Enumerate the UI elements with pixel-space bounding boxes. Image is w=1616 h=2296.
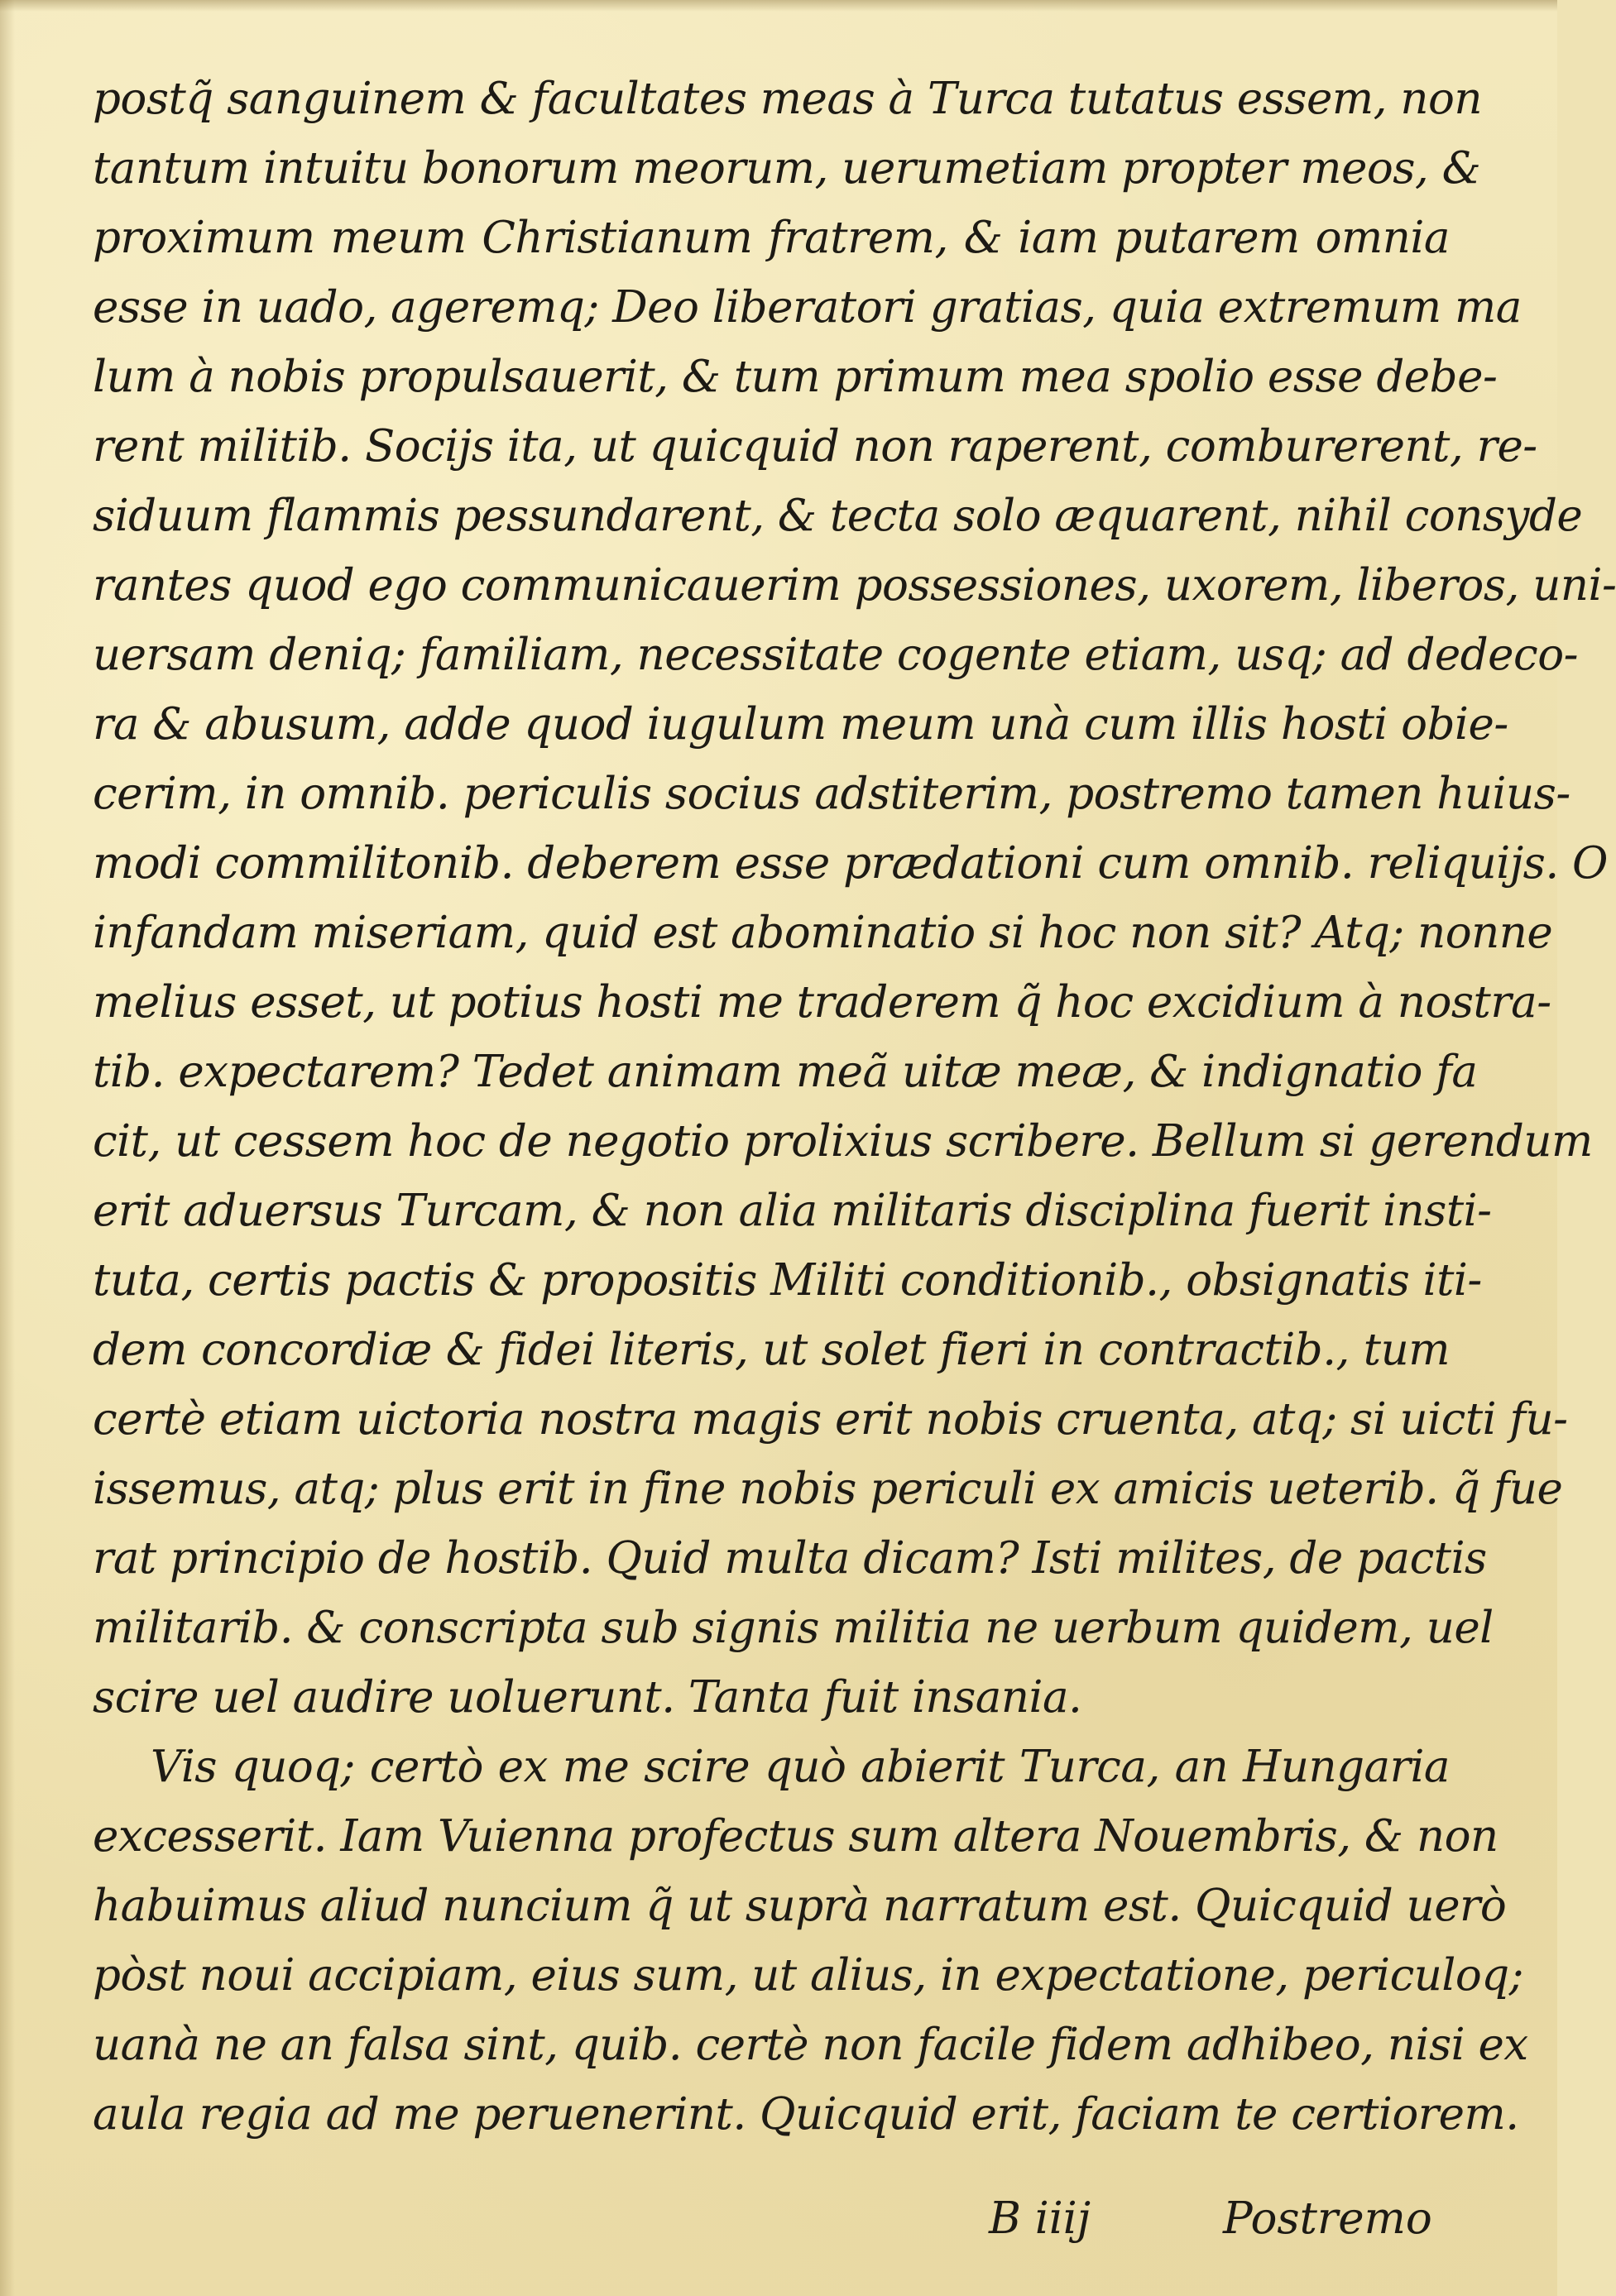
text-line: proximum meum Christianum fratrem, & iam putarem omnia bbox=[93, 213, 1450, 263]
page-edge-shadow-left bbox=[0, 0, 15, 2296]
text-line: infandam miseriam, quid est abominatio si hoc non sit? Atq; nonne bbox=[93, 908, 1553, 958]
text-line: siduum flammis pessundarent, & tecta solo æquarent, nihil consyde bbox=[93, 491, 1583, 541]
text-line: cerim, in omnib. periculis socius adstiterim, postremo tamen huius- bbox=[93, 769, 1570, 819]
catchword: Postremo bbox=[1223, 2193, 1432, 2244]
text-line: tuta, certis pactis & propositis Militi conditionib., obsignatis iti- bbox=[93, 1255, 1482, 1306]
text-line: esse in uado, ageremq; Deo liberatori gratias, quia extremum ma bbox=[93, 282, 1522, 333]
text-line: militarib. & conscripta sub signis militia ne uerbum quidem, uel bbox=[93, 1603, 1494, 1653]
text-line: uanà ne an falsa sint, quib. certè non facile fidem adhibeo, nisi ex bbox=[93, 2020, 1528, 2070]
page-footer bbox=[0, 2184, 1557, 2254]
text-line: aula regia ad me peruenerint. Quicquid erit, faciam te certiorem. bbox=[93, 2089, 1519, 2140]
text-line: cit, ut cessem hoc de negotio prolixius scribere. Bellum si gerendum bbox=[93, 1116, 1593, 1167]
text-line: scire uel audire uoluerunt. Tanta fuit insania. bbox=[93, 1672, 1082, 1723]
text-line: rat principio de hostib. Quid multa dicam? Isti milites, de pactis bbox=[93, 1533, 1487, 1584]
text-line: dem concordiæ & fidei literis, ut solet fieri in contractib., tum bbox=[93, 1325, 1450, 1375]
text-line: melius esset, ut potius hosti me traderem q̃ hoc excidium à nostra- bbox=[93, 977, 1551, 1028]
text-line: certè etiam uictoria nostra magis erit nobis cruenta, atq; si uicti fu- bbox=[93, 1394, 1568, 1445]
signature-mark: B iiij bbox=[989, 2193, 1091, 2244]
text-line: erit aduersus Turcam, & non alia militaris disciplina fuerit insti- bbox=[93, 1186, 1492, 1236]
text-line: rantes quod ego communicauerim possessiones, uxorem, liberos, uni- bbox=[93, 560, 1616, 611]
text-line: uersam deniq; familiam, necessitate cogente etiam, usq; ad dedeco- bbox=[93, 630, 1579, 680]
text-block bbox=[93, 65, 1616, 2150]
text-line: ra & abusum, adde quod iugulum meum unà cum illis hosti obie- bbox=[93, 699, 1508, 750]
text-line: tantum intuitu bonorum meorum, uerumetiam propter meos, & bbox=[93, 143, 1481, 194]
text-line: postq̃ sanguinem & facultates meas à Turca tutatus essem, non bbox=[93, 74, 1482, 124]
text-line: excesserit. Iam Vuienna profectus sum altera Nouembris, & non bbox=[93, 1811, 1499, 1862]
text-line: tib. expectarem? Tedet animam meã uitæ meæ, & indignatio fa bbox=[93, 1047, 1478, 1097]
page-edge-shadow-top bbox=[0, 0, 1557, 12]
text-line: rent militib. Socijs ita, ut quicquid non raperent, comburerent, re- bbox=[93, 421, 1537, 472]
text-line: issemus, atq; plus erit in fine nobis periculi ex amicis ueterib. q̃ fue bbox=[93, 1464, 1563, 1514]
text-line: modi commilitonib. deberem esse prædationi cum omnib. reliquijs. O bbox=[93, 838, 1609, 889]
text-line: habuimus aliud nuncium q̃ ut suprà narratum est. Quicquid uerò bbox=[93, 1881, 1507, 1931]
text-line: Vis quoq; certò ex me scire quò abierit Turca, an Hungaria bbox=[151, 1742, 1450, 1792]
text-line: lum à nobis propulsauerit, & tum primum mea spolio esse debe- bbox=[93, 352, 1498, 402]
text-line: pòst noui accipiam, eius sum, ut alius, in expectatione, periculoq; bbox=[93, 1950, 1524, 2001]
